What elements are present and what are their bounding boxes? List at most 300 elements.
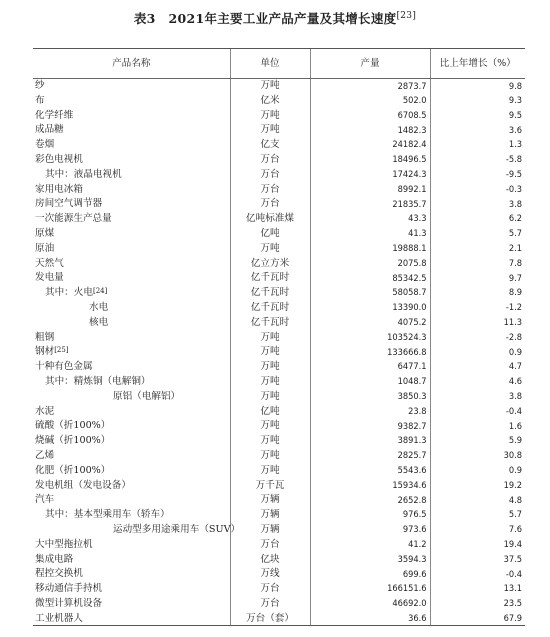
product-name-cell (33, 152, 230, 167)
table-title (0, 9, 550, 27)
unit-cell-text: 万台 (260, 198, 280, 210)
table-row (33, 508, 525, 523)
table-row (33, 493, 525, 508)
footnote-ref: [24] (92, 287, 108, 296)
product-name-cell (33, 345, 230, 360)
output-cell (310, 152, 430, 167)
table-row (33, 167, 525, 182)
product-name-cell-text: 粗钢 (35, 331, 55, 343)
growth-cell-text: 37.5 (503, 553, 522, 565)
table-row (33, 138, 525, 153)
unit-cell-text: 亿千瓦时 (250, 302, 290, 314)
table-row (33, 93, 525, 108)
unit-cell (230, 138, 310, 153)
unit-cell (230, 108, 310, 123)
product-name-cell (33, 79, 230, 94)
unit-cell (230, 167, 310, 182)
table-row (33, 596, 525, 611)
output-cell-text: 43.3 (408, 213, 427, 225)
product-name-cell-text: 烧碱（折100%） (35, 435, 111, 447)
unit-cell (230, 537, 310, 552)
output-cell (310, 256, 430, 271)
output-cell-text: 19888.1 (392, 243, 427, 255)
output-cell-text: 2825.7 (397, 450, 427, 462)
output-cell-text: 9382.7 (397, 420, 427, 432)
unit-cell (230, 241, 310, 256)
output-cell (310, 345, 430, 360)
unit-cell-text: 亿吨 (260, 228, 280, 240)
output-cell (310, 582, 430, 597)
output-cell (310, 478, 430, 493)
growth-cell-text: 3.8 (508, 198, 522, 210)
header-growth: 比上年增长（%） (430, 49, 525, 79)
product-name-cell (33, 508, 230, 523)
unit-cell-text: 亿米 (260, 94, 280, 106)
table-row (33, 611, 525, 626)
product-name-cell-text: 化肥（折100%） (35, 464, 111, 476)
growth-cell (430, 611, 525, 626)
table-row (33, 182, 525, 197)
product-name-cell (33, 271, 230, 286)
growth-cell (430, 256, 525, 271)
table-row (33, 152, 525, 167)
growth-cell (430, 315, 525, 330)
growth-cell (430, 448, 525, 463)
output-cell-text: 24182.4 (392, 139, 427, 151)
output-cell-text: 3850.3 (397, 391, 427, 403)
growth-cell-text: 0.9 (508, 346, 522, 358)
product-name-cell-text: 硫酸（折100%） (35, 420, 111, 432)
output-cell-text: 976.5 (402, 509, 427, 521)
output-cell-text: 2873.7 (397, 80, 427, 92)
growth-cell (430, 152, 525, 167)
output-cell (310, 315, 430, 330)
output-cell (310, 419, 430, 434)
product-name-cell (33, 226, 230, 241)
unit-cell-text: 万台 (260, 168, 280, 180)
table-row (33, 286, 525, 301)
table-body (33, 79, 525, 626)
product-name-cell (33, 434, 230, 449)
output-cell-text: 5543.6 (397, 465, 427, 477)
growth-cell-text: 6.2 (508, 213, 522, 225)
growth-cell-text: 3.6 (508, 124, 522, 136)
unit-cell-text: 万吨 (260, 109, 280, 121)
table-row (33, 79, 525, 94)
product-name-cell-text: 水电 (89, 302, 109, 314)
table-row (33, 404, 525, 419)
unit-cell (230, 315, 310, 330)
product-name-cell (33, 167, 230, 182)
output-cell (310, 360, 430, 375)
output-cell-text: 41.2 (408, 539, 427, 550)
growth-cell-text: 23.5 (503, 598, 522, 610)
output-cell (310, 389, 430, 404)
product-name-cell (33, 374, 230, 389)
growth-cell (430, 182, 525, 197)
unit-cell-text: 万台 (260, 583, 280, 595)
product-name-cell (33, 522, 241, 537)
unit-cell-text: 万吨 (260, 464, 280, 476)
product-name-cell-text: 原煤 (35, 228, 55, 240)
product-name-cell-text: 原铝（电解铝） (113, 390, 181, 402)
unit-cell (230, 404, 310, 419)
output-cell (310, 493, 430, 508)
output-cell-text: 41.3 (408, 228, 427, 240)
product-name-cell-text: 钢材 (35, 346, 55, 358)
growth-cell (430, 138, 525, 153)
output-cell (310, 79, 430, 94)
unit-cell-text: 亿千瓦时 (250, 316, 290, 328)
growth-cell (430, 419, 525, 434)
output-cell-text: 1048.7 (397, 376, 427, 388)
product-name-cell-text: 十种有色金属 (35, 361, 93, 373)
product-name-cell (33, 389, 230, 404)
output-cell-text: 58058.7 (392, 287, 427, 299)
unit-cell (230, 271, 310, 286)
growth-cell (430, 522, 525, 537)
unit-cell-text: 万吨 (260, 124, 280, 136)
product-name-cell-text: 水泥 (35, 405, 55, 417)
unit-cell-text: 万吨 (260, 450, 280, 462)
growth-cell-text: 3.8 (508, 391, 522, 403)
unit-cell (230, 596, 310, 611)
product-name-cell-text: 其中：基本型乘用车（轿车） (45, 509, 170, 521)
product-name-cell (33, 419, 230, 434)
unit-cell-text: 万吨 (260, 361, 280, 373)
output-cell-text: 103524.3 (387, 331, 427, 343)
output-cell (310, 448, 430, 463)
product-name-cell (33, 552, 230, 567)
growth-cell (430, 93, 525, 108)
growth-cell-text: -2.8 (505, 331, 522, 343)
output-cell (310, 508, 430, 523)
product-name-cell (33, 582, 230, 597)
header-row (33, 49, 525, 79)
growth-cell (430, 552, 525, 567)
unit-cell (230, 374, 310, 389)
header-output: 产量 (310, 49, 430, 79)
unit-cell-text: 万辆 (260, 524, 280, 535)
product-name-cell (33, 448, 230, 463)
output-cell (310, 226, 430, 241)
product-name-cell (33, 212, 230, 227)
table-row (33, 256, 525, 271)
growth-cell (430, 167, 525, 182)
unit-cell-text: 亿块 (260, 553, 280, 565)
output-cell-text: 36.6 (408, 612, 427, 624)
product-name-cell-text: 发电量 (35, 272, 64, 284)
product-name-cell (33, 241, 230, 256)
product-name-cell-text: 微型计算机设备 (35, 597, 103, 609)
unit-cell (230, 79, 310, 94)
output-cell (310, 93, 430, 108)
output-cell-text: 3594.3 (397, 553, 427, 565)
unit-cell (230, 212, 310, 227)
product-name-cell-text: 房间空气调节器 (35, 198, 103, 210)
growth-cell (430, 360, 525, 375)
unit-cell-text: 万吨 (260, 376, 280, 388)
growth-cell-text: -0.3 (505, 183, 522, 195)
output-cell (310, 330, 430, 345)
product-name-cell (33, 478, 230, 493)
table-row (33, 212, 525, 227)
product-name-cell (33, 493, 230, 508)
growth-cell (430, 197, 525, 212)
growth-cell-text: -5.8 (505, 154, 522, 166)
growth-cell (430, 596, 525, 611)
growth-cell (430, 300, 525, 315)
output-cell (310, 463, 430, 478)
output-cell-text: 21835.7 (392, 198, 427, 210)
header-product-name: 产品名称 (33, 49, 230, 79)
unit-cell-text: 亿支 (260, 139, 280, 151)
output-cell-text: 2075.8 (397, 257, 427, 269)
unit-cell (230, 123, 310, 138)
growth-cell-text: 67.9 (503, 612, 522, 624)
product-name-cell-text: 乙烯 (35, 450, 55, 462)
output-cell (310, 167, 430, 182)
output-cell-text: 1482.3 (397, 124, 427, 136)
growth-cell (430, 79, 525, 94)
growth-cell (430, 286, 525, 301)
growth-cell (430, 226, 525, 241)
unit-cell (230, 611, 310, 626)
product-name-cell-text: 原油 (35, 242, 55, 254)
output-cell (310, 182, 430, 197)
product-name-cell (33, 463, 230, 478)
output-cell (310, 108, 430, 123)
footnote-ref: [25] (54, 346, 69, 355)
growth-cell-text: 30.8 (503, 450, 522, 462)
unit-cell (230, 478, 310, 493)
table-row (33, 522, 525, 537)
unit-cell-text: 亿吨标准煤 (246, 213, 294, 225)
output-cell-text: 133666.8 (387, 346, 427, 358)
growth-cell-text: 9.3 (508, 95, 522, 107)
unit-cell (230, 522, 310, 537)
growth-cell (430, 345, 525, 360)
output-cell-text: 17424.3 (392, 169, 427, 181)
output-cell-text: 973.6 (402, 524, 427, 536)
product-name-cell-text: 其中：火电 (45, 287, 93, 299)
table-row (33, 330, 525, 345)
growth-cell (430, 434, 525, 449)
unit-cell (230, 508, 310, 523)
unit-cell-text: 万吨 (260, 242, 280, 254)
growth-cell (430, 567, 525, 582)
unit-cell (230, 256, 310, 271)
output-cell (310, 286, 430, 301)
unit-cell (230, 389, 310, 404)
unit-cell-text: 万台 (260, 183, 280, 195)
output-cell-text: 699.6 (402, 568, 427, 580)
table-row (33, 419, 525, 434)
unit-cell (230, 330, 310, 345)
growth-cell-text: 5.9 (508, 435, 522, 447)
output-cell-text: 8992.1 (397, 183, 427, 195)
growth-cell (430, 404, 525, 419)
unit-cell-text: 万台 (260, 597, 280, 609)
table-row (33, 434, 525, 449)
growth-cell-text: 9.5 (508, 109, 522, 121)
product-name-cell-text: 卷烟 (35, 139, 55, 151)
output-cell (310, 567, 430, 582)
product-name-cell-text: 汽车 (35, 494, 55, 506)
output-cell-text: 23.8 (408, 405, 427, 417)
growth-cell (430, 271, 525, 286)
table-row (33, 448, 525, 463)
table-row (33, 108, 525, 123)
product-name-cell-text: 移动通信手持机 (35, 583, 103, 595)
output-cell (310, 123, 430, 138)
product-name-cell-text: 其中：液晶电视机 (45, 168, 122, 180)
table-row (33, 567, 525, 582)
table-row (33, 374, 525, 389)
product-name-cell (33, 567, 230, 582)
product-name-cell-text: 纱 (35, 80, 45, 92)
table-row (33, 582, 525, 597)
product-name-cell-text: 发电机组（发电设备） (35, 479, 131, 491)
growth-cell-text: 4.7 (508, 361, 522, 373)
unit-cell-text: 亿立方米 (250, 257, 290, 269)
output-cell (310, 212, 430, 227)
product-name-cell-text: 工业机器人 (35, 612, 83, 624)
product-name-cell (33, 123, 230, 138)
product-name-cell (33, 611, 230, 626)
product-name-cell (33, 300, 230, 315)
growth-cell-text: -1.2 (505, 302, 522, 314)
output-cell-text: 46692.0 (392, 598, 427, 610)
output-cell-text: 6708.5 (397, 109, 427, 121)
product-name-cell (33, 596, 230, 611)
growth-cell-text: 9.7 (508, 272, 522, 284)
product-name-cell (33, 182, 230, 197)
unit-cell-text: 万台 (260, 538, 280, 550)
table-row (33, 315, 525, 330)
product-name-cell (33, 108, 230, 123)
output-cell (310, 611, 430, 626)
table-header (33, 49, 525, 79)
product-name-cell (33, 315, 230, 330)
unit-cell (230, 93, 310, 108)
product-name-cell-text: 成品糖 (35, 124, 64, 136)
output-cell-text: 502.0 (402, 95, 427, 107)
product-name-cell-text: 布 (35, 94, 45, 106)
growth-cell-text: 19.4 (503, 539, 522, 550)
product-name-cell (33, 360, 230, 375)
growth-cell (430, 537, 525, 552)
unit-cell-text: 万线 (260, 568, 280, 580)
unit-cell-text: 万吨 (260, 435, 280, 447)
table-title-text: 表3 2021年主要工业产品产量及其增长速度 (133, 11, 397, 26)
product-name-cell-text: 一次能源生产总量 (35, 213, 112, 225)
product-name-cell-text: 程控交换机 (35, 568, 83, 580)
output-cell-text: 18496.5 (392, 154, 427, 166)
product-name-cell (33, 138, 230, 153)
unit-cell (230, 182, 310, 197)
output-cell-text: 4075.2 (397, 317, 427, 329)
table-row (33, 241, 525, 256)
output-cell-text: 166151.6 (387, 583, 427, 595)
product-name-cell (33, 286, 230, 301)
growth-cell-text: 8.9 (508, 287, 522, 299)
table-row (33, 360, 525, 375)
output-cell (310, 596, 430, 611)
output-cell (310, 552, 430, 567)
unit-cell (230, 286, 310, 301)
table-row (33, 478, 525, 493)
unit-cell (230, 582, 310, 597)
output-cell (310, 374, 430, 389)
unit-cell (230, 360, 310, 375)
growth-cell-text: 7.6 (508, 524, 522, 536)
growth-cell-text: 19.2 (503, 479, 522, 491)
output-cell (310, 537, 430, 552)
growth-cell-text: 7.8 (508, 257, 522, 269)
product-name-cell-text: 核电 (89, 316, 109, 328)
growth-cell-text: 2.1 (508, 243, 522, 255)
product-name-cell-text: 家用电冰箱 (35, 183, 83, 195)
unit-cell-text: 亿千瓦时 (250, 287, 290, 299)
growth-cell-text: 1.3 (508, 139, 522, 151)
unit-cell (230, 419, 310, 434)
product-name-cell (33, 404, 230, 419)
unit-cell (230, 345, 310, 360)
growth-cell (430, 123, 525, 138)
growth-cell-text: 4.6 (508, 376, 522, 388)
growth-cell-text: 11.3 (503, 317, 522, 329)
unit-cell-text: 万千瓦 (255, 479, 285, 491)
product-name-cell-text: 天然气 (35, 257, 64, 269)
growth-cell (430, 241, 525, 256)
unit-cell-text: 万台 (260, 154, 280, 166)
table-row (33, 271, 525, 286)
output-cell (310, 271, 430, 286)
growth-cell (430, 108, 525, 123)
product-name-cell-text: 大中型拖拉机 (35, 538, 93, 550)
output-cell-text: 85342.5 (392, 272, 427, 284)
product-name-cell (33, 330, 230, 345)
growth-cell (430, 374, 525, 389)
output-cell (310, 241, 430, 256)
unit-cell (230, 434, 310, 449)
output-cell (310, 522, 430, 537)
header-unit: 单位 (230, 49, 310, 79)
output-cell-text: 13390.0 (392, 302, 427, 314)
table-row (33, 197, 525, 212)
output-cell-text: 3891.3 (397, 435, 427, 447)
unit-cell-text: 万辆 (260, 494, 280, 506)
table-row (33, 552, 525, 567)
growth-cell (430, 330, 525, 345)
growth-cell (430, 389, 525, 404)
unit-cell (230, 152, 310, 167)
growth-cell-text: -9.5 (505, 169, 522, 181)
product-name-cell (33, 93, 230, 108)
table-row (33, 300, 525, 315)
product-name-cell (33, 537, 230, 552)
unit-cell-text: 万吨 (260, 331, 280, 343)
product-name-cell-text: 集成电路 (35, 553, 74, 565)
growth-cell-text: -0.4 (505, 568, 522, 580)
output-cell (310, 197, 430, 212)
unit-cell-text: 万吨 (260, 420, 280, 432)
unit-cell (230, 567, 310, 582)
output-cell (310, 300, 430, 315)
unit-cell (230, 197, 310, 212)
unit-cell (230, 300, 310, 315)
